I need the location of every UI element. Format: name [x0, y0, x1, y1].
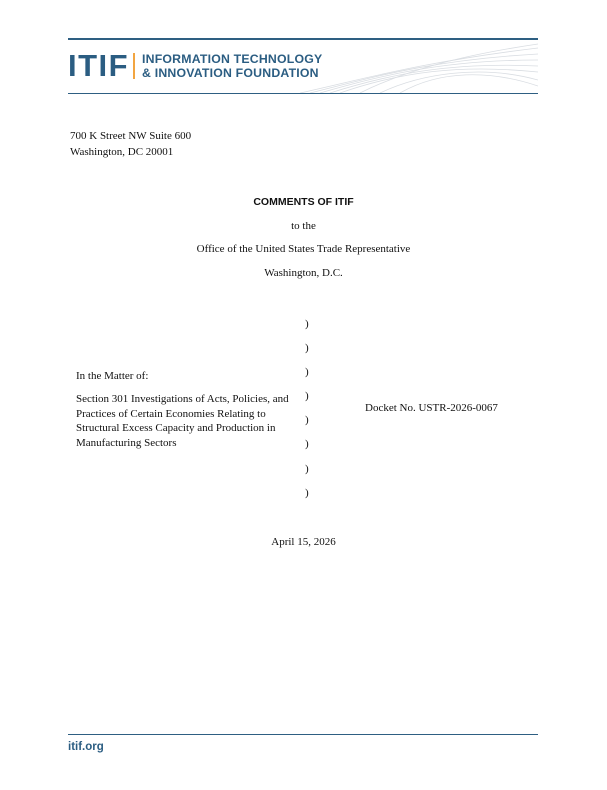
address-street: 700 K Street NW Suite 600: [70, 130, 192, 142]
caption-paren: ): [305, 486, 309, 499]
matter-description: Section 301 Investigations of Acts, Policies, and Practices of Certain Economies Relating to Structural Excess Capacity and Production in Manufacturing Sectors: [76, 393, 289, 449]
footer-rule: [68, 734, 538, 735]
caption-paren: ): [305, 438, 309, 451]
header-bottom-rule: [68, 93, 538, 94]
header-swoosh-decoration: [300, 40, 538, 93]
to-the-line: to the: [291, 220, 316, 232]
filing-date: April 15, 2026: [271, 536, 336, 548]
comments-heading: COMMENTS OF ITIF: [253, 196, 354, 208]
logo-divider: [133, 53, 135, 79]
caption-paren: ): [305, 366, 309, 379]
caption-paren: ): [305, 462, 309, 475]
footer-website-link[interactable]: itif.org: [68, 741, 104, 753]
caption-parentheses: [305, 318, 315, 511]
organization-name-line1: INFORMATION TECHNOLOGY: [142, 52, 323, 66]
docket-number: Docket No. USTR-2026-0067: [365, 402, 498, 414]
caption-paren: ): [305, 342, 309, 355]
itif-logo-mark: ITIF: [68, 48, 130, 83]
organization-name-line2: & INNOVATION FOUNDATION: [142, 66, 319, 80]
caption-paren: ): [305, 414, 309, 427]
address-block: [70, 128, 191, 160]
caption-paren: ): [305, 318, 309, 330]
office-name: Office of the United States Trade Representative: [196, 243, 411, 255]
organization-name: [142, 52, 322, 80]
caption-paren: ): [305, 390, 309, 403]
matter-label: In the Matter of:: [76, 370, 149, 382]
office-location: Washington, D.C.: [264, 267, 343, 279]
address-city: Washington, DC 20001: [70, 146, 174, 158]
